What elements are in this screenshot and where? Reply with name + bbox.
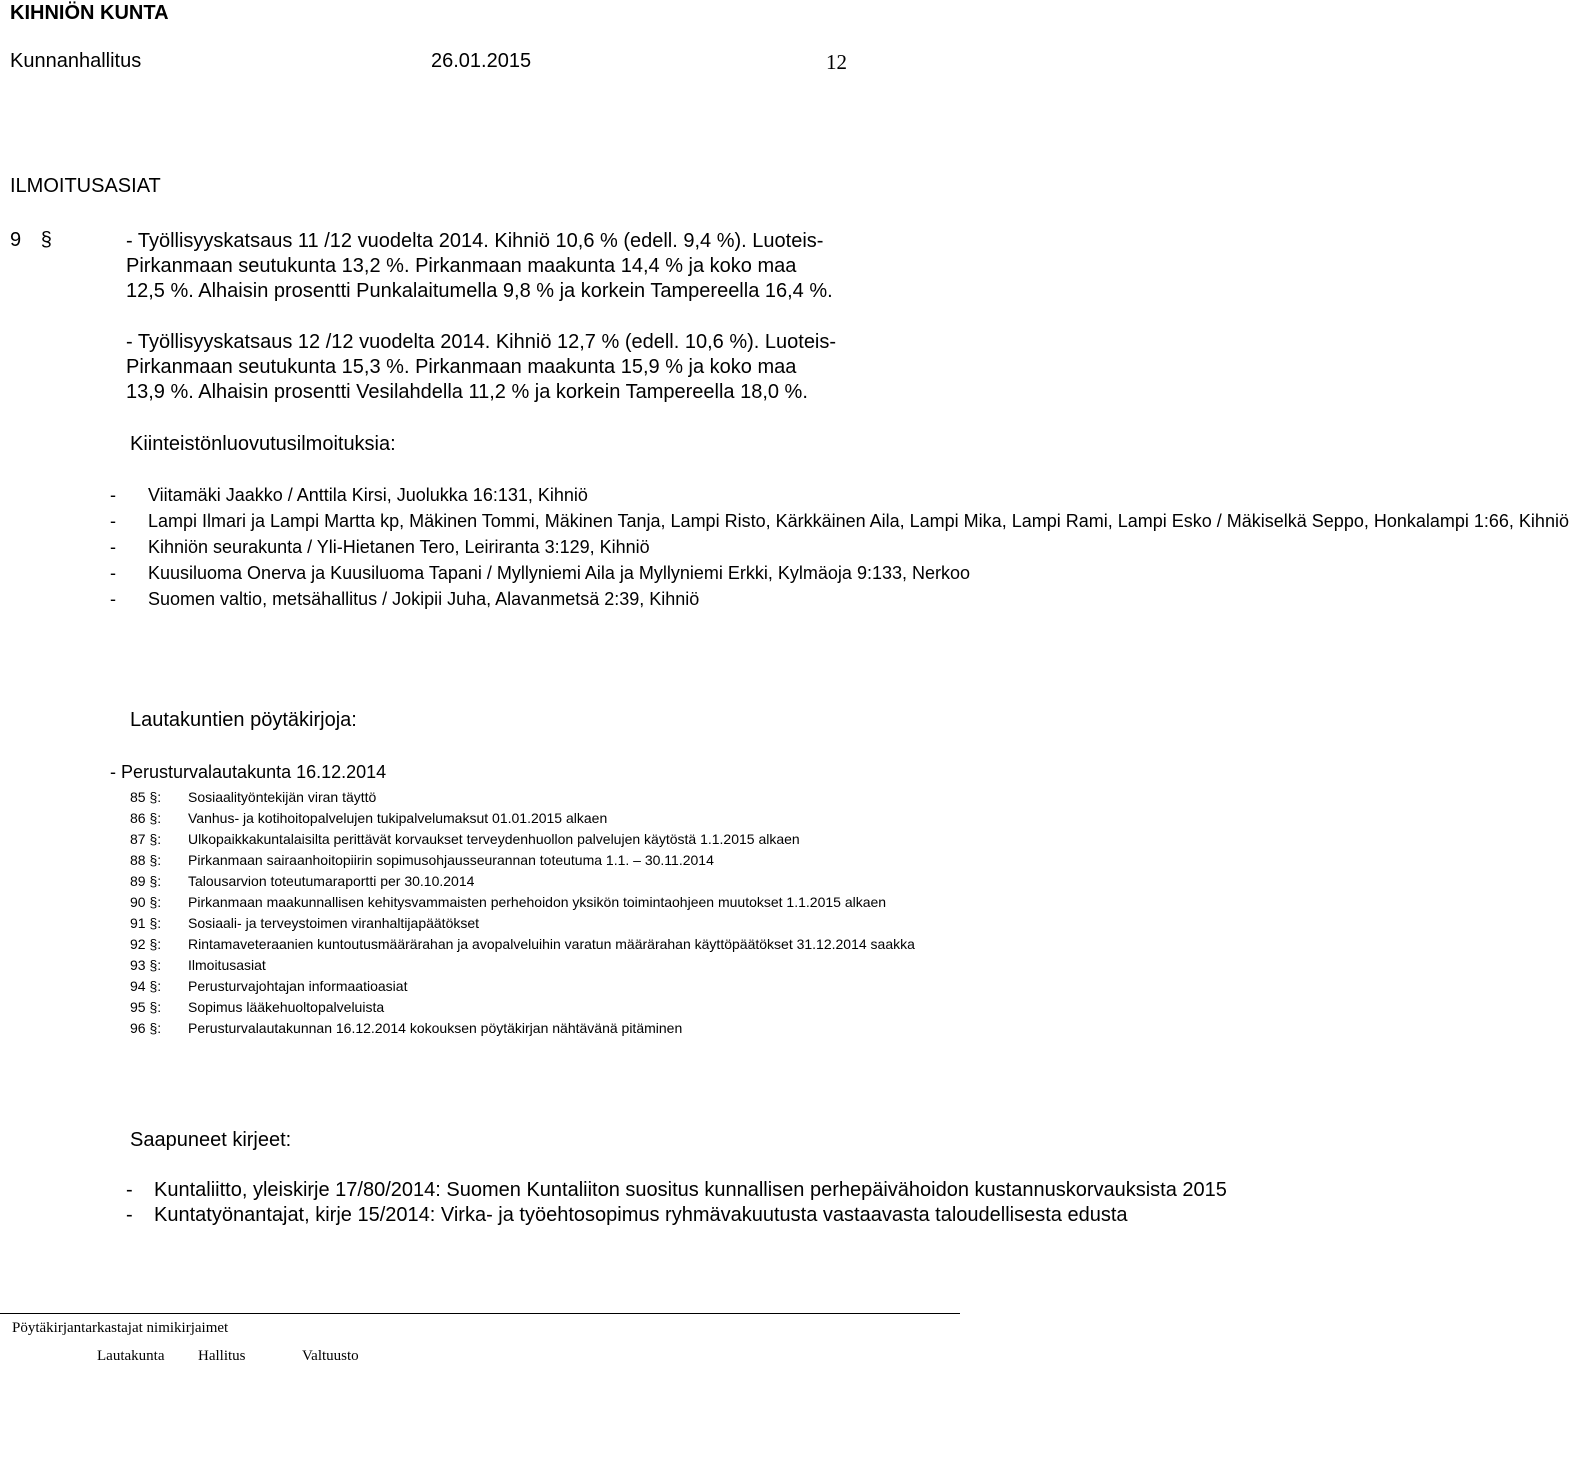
agenda-number: 96 §: xyxy=(130,1020,162,1036)
agenda-item xyxy=(130,934,950,955)
list-dash: - xyxy=(110,563,116,583)
agenda-item xyxy=(130,997,950,1018)
list-item-text: Viitamäki Jaakko / Anttila Kirsi, Juolukka 16:131, Kihniö xyxy=(148,485,588,505)
agenda-text: Ulkopaikkakuntalaisilta perittävät korvaukset terveydenhuollon palvelujen käytöstä 1.1.2015 alkaen xyxy=(188,831,800,847)
paragraph-mark: § xyxy=(40,229,52,251)
section-number-value: 9 xyxy=(10,229,22,251)
report-line: Pirkanmaan seutukunta 15,3 %. Pirkanmaan maakunta 15,9 % ja koko maa xyxy=(126,356,797,378)
footer-title: Pöytäkirjantarkastajat nimikirjaimet xyxy=(12,1320,229,1336)
section-title: ILMOITUSASIAT xyxy=(10,175,161,197)
agenda-item xyxy=(130,955,950,976)
minutes-heading: Lautakuntien pöytäkirjoja: xyxy=(130,709,357,731)
list-item-text: Suomen valtio, metsähallitus / Jokipii Juha, Alavanmetsä 2:39, Kihniö xyxy=(148,589,700,609)
agenda-item xyxy=(130,871,950,892)
list-dash: - xyxy=(110,589,116,609)
list-item xyxy=(110,560,971,586)
agenda-number: 87 §: xyxy=(130,831,162,847)
agenda-text: Pirkanmaan sairaanhoitopiirin sopimusohjausseurannan toteutuma 1.1. – 30.11.2014 xyxy=(188,852,714,868)
agenda-item xyxy=(130,829,950,850)
property-list xyxy=(110,482,1569,612)
list-dash: - xyxy=(110,537,116,557)
agenda-text: Talousarvion toteutumaraportti per 30.10.2014 xyxy=(188,873,475,889)
page-number: 12 xyxy=(826,50,847,74)
agenda-number: 95 §: xyxy=(130,999,162,1015)
agenda-number: 90 §: xyxy=(130,894,162,910)
agenda-item xyxy=(130,808,950,829)
agenda-text: Vanhus- ja kotihoitopalvelujen tukipalvelumaksut 01.01.2015 alkaen xyxy=(188,810,608,826)
agenda-number: 86 §: xyxy=(130,810,162,826)
agenda-number: 85 §: xyxy=(130,789,162,805)
footer-label-hallitus: Hallitus xyxy=(198,1348,246,1364)
agenda-list xyxy=(130,787,950,1039)
organization-name: KIHNIÖN KUNTA xyxy=(10,2,169,24)
list-item xyxy=(110,482,956,508)
agenda-text: Sopimus lääkehuoltopalveluista xyxy=(188,999,385,1015)
agenda-item xyxy=(130,976,950,997)
letters-heading: Saapuneet kirjeet: xyxy=(130,1129,292,1151)
report-line: 12,5 %. Alhaisin prosentti Punkalaitumella 9,8 % ja korkein Tampereella 16,4 %. xyxy=(126,280,833,302)
agenda-item xyxy=(130,892,950,913)
agenda-text: Rintamaveteraanien kuntoutusmäärärahan ja avopalveluihin varatun määrärahan käyttöpäätökset 31.12.2014 saakka xyxy=(188,936,915,952)
list-dash: - xyxy=(126,1179,133,1201)
report-line: - Työllisyyskatsaus 11 /12 vuodelta 2014. Kihniö 10,6 % (edell. 9,4 %). Luoteis- xyxy=(126,230,824,252)
agenda-text: Perusturvalautakunnan 16.12.2014 kokouksen pöytäkirjan nähtävänä pitäminen xyxy=(188,1020,683,1036)
footer-label-lautakunta: Lautakunta xyxy=(97,1348,165,1364)
agenda-number: 92 §: xyxy=(130,936,162,952)
list-dash: - xyxy=(110,511,116,531)
list-item-text: Kihniön seurakunta / Yli-Hietanen Tero, Leiriranta 3:129, Kihniö xyxy=(148,537,650,557)
list-dash: - xyxy=(126,1204,133,1226)
meeting-body: Kunnanhallitus xyxy=(10,50,142,72)
agenda-text: Perusturvajohtajan informaatioasiat xyxy=(188,978,408,994)
agenda-item xyxy=(130,913,950,934)
list-item xyxy=(110,1203,1128,1228)
agenda-text: Ilmoitusasiat xyxy=(188,957,266,973)
report-line: 13,9 %. Alhaisin prosentti Vesilahdella 11,2 % ja korkein Tampereella 18,0 %. xyxy=(126,381,808,403)
list-dash: - xyxy=(110,485,116,505)
list-item xyxy=(110,1178,1227,1203)
list-item-text: Lampi Ilmari ja Lampi Martta kp, Mäkinen Tommi, Mäkinen Tanja, Lampi Risto, Kärkkäinen Aila, Lampi Mika, Lampi Rami, Lampi Esko / Mäkiselkä Seppo, Honkalampi 1:66, Kihniö xyxy=(148,511,1569,531)
agenda-text: Pirkanmaan maakunnallisen kehitysvammaisten perhehoidon yksikön toimintaohjeen muutokset 1.1.2015 alkaen xyxy=(188,894,887,910)
employment-report-2 xyxy=(126,330,836,405)
agenda-text: Sosiaali- ja terveystoimen viranhaltijapäätökset xyxy=(188,915,480,931)
agenda-text: Sosiaalityöntekijän viran täyttö xyxy=(188,789,377,805)
agenda-number: 91 §: xyxy=(130,915,162,931)
employment-report-1 xyxy=(126,229,833,304)
agenda-number: 89 §: xyxy=(130,873,162,889)
agenda-item xyxy=(130,1018,950,1039)
section-number xyxy=(10,229,52,252)
list-item xyxy=(110,508,1569,534)
agenda-item xyxy=(130,787,950,808)
property-heading: Kiinteistönluovutusilmoituksia: xyxy=(130,433,396,455)
agenda-number: 88 §: xyxy=(130,852,162,868)
list-item-text: Kuusiluoma Onerva ja Kuusiluoma Tapani / Myllyniemi Aila ja Myllyniemi Erkki, Kylmäoja 9:133, Nerkoo xyxy=(148,563,971,583)
report-line: Pirkanmaan seutukunta 13,2 %. Pirkanmaan maakunta 14,4 % ja koko maa xyxy=(126,255,797,277)
letters-list xyxy=(110,1178,1227,1228)
list-item xyxy=(110,534,956,560)
list-item-text: Kuntatyönantajat, kirje 15/2014: Virka- ja työehtosopimus ryhmävakuutusta vastaavasta taloudellisesta edusta xyxy=(154,1204,1128,1226)
agenda-number: 94 §: xyxy=(130,978,162,994)
meeting-date: 26.01.2015 xyxy=(431,50,532,72)
footer-divider xyxy=(0,1313,960,1314)
report-line: - Työllisyyskatsaus 12 /12 vuodelta 2014. Kihniö 12,7 % (edell. 10,6 %). Luoteis- xyxy=(126,331,837,353)
list-item-text: Kuntaliitto, yleiskirje 17/80/2014: Suomen Kuntaliiton suositus kunnallisen perhepäivähoidon kustannuskorvauksista 2015 xyxy=(154,1179,1227,1201)
board-name: - Perusturvalautakunta 16.12.2014 xyxy=(110,762,387,782)
agenda-number: 93 §: xyxy=(130,957,162,973)
agenda-item xyxy=(130,850,950,871)
footer-label-valtuusto: Valtuusto xyxy=(302,1348,359,1364)
list-item xyxy=(110,586,956,612)
